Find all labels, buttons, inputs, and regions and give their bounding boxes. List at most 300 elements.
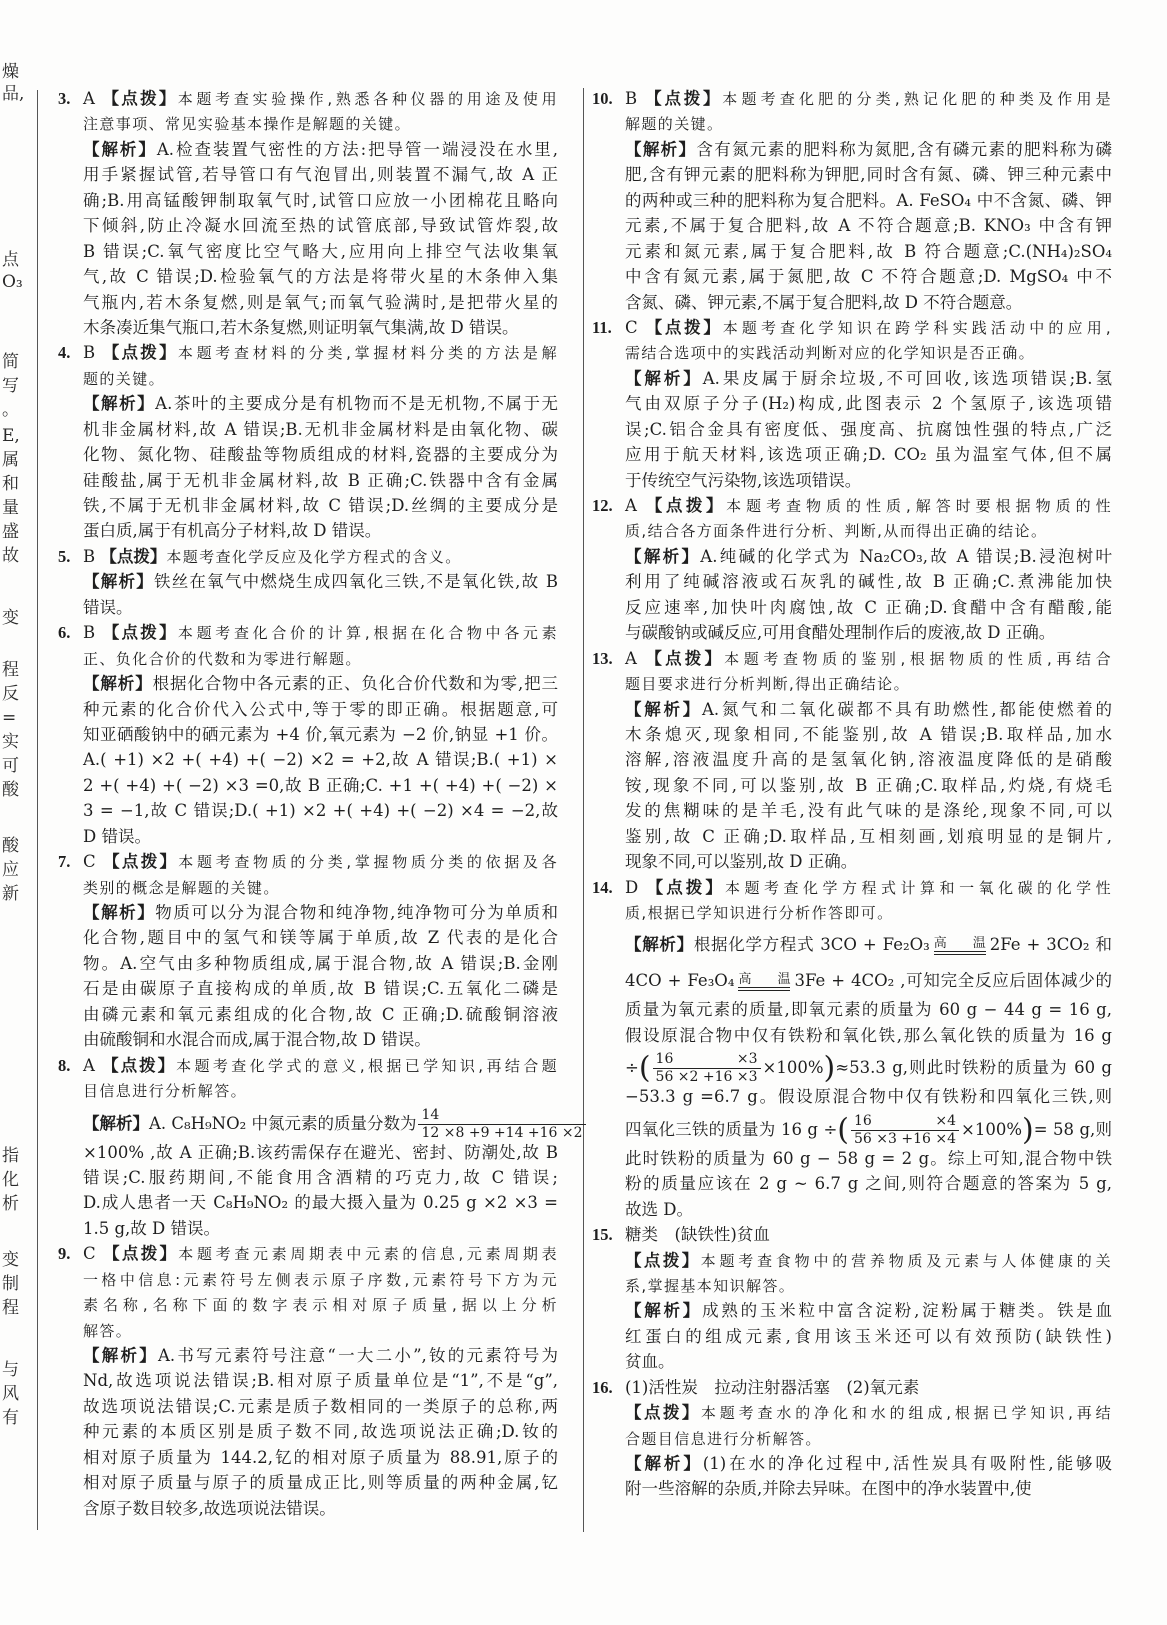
question-number: 6. — [58, 623, 71, 643]
analysis-text: 溶解,溶液温度升高的是氢氧化钠,溶液温度降低的是硝酸 — [625, 750, 1112, 770]
hint-text: 素名称,名称下面的数字表示相对原子质量,据以上分析 — [83, 1296, 558, 1315]
analysis-text: 中含有氮元素,属于氮肥,故 C 不符合题意;D. MgSO₄ 中不 — [625, 267, 1112, 287]
analysis-line — [58, 976, 558, 1001]
analysis-text: 铁,不属于无机非金属材料,故 C 错误;D.丝绸的主要成分是 — [83, 496, 558, 515]
analysis-text: 下倾斜,防止冷凝水回流至热的试管底部,导致试管炸裂,故 — [83, 216, 558, 236]
fraction-line — [592, 1110, 1112, 1146]
hint-label: 【点拨】 — [102, 623, 178, 643]
analysis-text: 石是由碳原子直接构成的单质,故 B 错误;C.五氧化二磷是 — [83, 979, 558, 999]
analysis-text: D.成人患者一天 C₈H₉NO₂ 的最大摄入量为 0.25 g ×2 ×3 = — [83, 1193, 558, 1213]
analysis-text: 1.5 g,故 D 错误。 — [83, 1218, 221, 1238]
analysis-text: A.( +1) ×2 +( +4) +( −2) ×2 = +2,故 A 错误;B.( +1) × — [83, 750, 558, 770]
analysis-text: 2 +( +4) +( −2) ×3 =0,故 B 正确;C. +1 +( +4) +( −2) × — [83, 775, 558, 795]
question-header-line — [58, 544, 558, 569]
analysis-text: 假设原混合物中仅有铁粉和氧化铁,那么氧化铁的质量为 16 g — [625, 1025, 1112, 1045]
question-header-line — [58, 1053, 558, 1078]
analysis-text: 利用了纯碱溶液或石灰乳的碱性,故 B 正确;C.煮沸能加快 — [625, 572, 1112, 592]
analysis-line — [592, 239, 1112, 264]
question-number: 13. — [592, 648, 613, 668]
analysis-text: 错误;C.服药期间,不能食用含酒精的巧克力,故 C 错误; — [83, 1167, 558, 1187]
analysis-line — [592, 849, 1112, 874]
analysis-text: A.检查装置气密性的方法:把导管一端浸没在水里, — [156, 139, 559, 159]
analysis-text: 成熟的玉米粒中富含淀粉,淀粉属于糖类。铁是血 — [702, 1301, 1113, 1321]
hint-line — [592, 1273, 1112, 1298]
analysis-label: 【解析】 — [625, 935, 694, 955]
fraction — [653, 1051, 761, 1086]
analysis-line — [592, 1171, 1112, 1196]
hint-text: 题目要求进行分析判断,得出正确结论。 — [625, 675, 910, 694]
analysis-line — [58, 1027, 558, 1052]
hint-label: 【点拨】 — [645, 317, 723, 337]
analysis-label: 【解析】 — [625, 1301, 703, 1321]
analysis-text: 确;B.用高锰酸钾制取氧气时,试管口应放一小团棉花且略向 — [83, 190, 558, 210]
analysis-line — [58, 468, 558, 493]
analysis-text: 种元素的化合价代入公式中,等于零的即正确。根据题意,可 — [83, 699, 558, 719]
analysis-line — [58, 518, 558, 543]
analysis-line — [58, 1104, 583, 1141]
analysis-line — [592, 162, 1112, 187]
fraction-numerator: 16 ×3 — [653, 1051, 761, 1069]
hint-text: 正、负化合价的代数和为零进行解题。 — [83, 649, 362, 668]
hint-text: 本题考查水的净化和水的组成,根据已学知识,再结 — [700, 1404, 1112, 1423]
analysis-label: 【解析】 — [83, 572, 154, 592]
hint-label: 【点拨】 — [645, 89, 723, 108]
cut-off-text-fragment: 程 — [2, 660, 19, 680]
analysis-line — [592, 747, 1112, 772]
analysis-line — [58, 824, 558, 849]
question-number: 5. — [58, 546, 71, 566]
analysis-text: A.果皮属于厨余垃圾,不可回收,该选项错误;B.氢 — [702, 368, 1112, 388]
question-q3 — [58, 86, 558, 340]
answer-letter: D — [625, 877, 639, 897]
analysis-line — [592, 1298, 1112, 1323]
hint-text: 目信息进行分析解答。 — [83, 1082, 248, 1101]
question-number: 4. — [58, 343, 71, 363]
cut-off-text-fragment: 制 — [2, 1274, 19, 1294]
question-header-line — [592, 875, 1112, 900]
answer-letter: A — [625, 648, 637, 668]
hint-line — [592, 900, 1112, 925]
answer-letter: A — [83, 1055, 95, 1075]
question-q13 — [592, 646, 1112, 875]
fraction-denominator: 56 ×3 +16 ×4 — [854, 1130, 956, 1147]
analysis-line — [58, 493, 558, 518]
hint-label: 【点拨】 — [102, 343, 178, 363]
column-divider — [583, 88, 584, 1532]
question-header-line — [58, 340, 558, 365]
analysis-text: 知亚硒酸钠中的硒元素为 +4 价,氧元素为 −2 价,钠显 +1 价。 — [83, 724, 558, 744]
analysis-text: A.纯碱的化学式为 Na₂CO₃,故 A 错误;B.浸泡树叶 — [700, 546, 1113, 566]
analysis-text: 故选项说法错误;C.元素是质子数相同的一类原子的总称,两 — [83, 1396, 558, 1416]
hint-line — [592, 340, 1112, 365]
question-q8 — [58, 1053, 583, 1242]
cut-off-text-fragment: 写 — [2, 376, 19, 396]
hint-line — [58, 1318, 558, 1343]
hint-text: 解题的关键。 — [625, 115, 724, 134]
analysis-text: 种元素的本质区别是质子数不同,故选项说法正确;D.钕的 — [83, 1422, 558, 1442]
fraction-numerator: 16 ×4 — [851, 1113, 959, 1131]
cut-off-text-fragment: 量 — [2, 498, 19, 518]
analysis-line — [592, 997, 1112, 1022]
equation-line — [592, 925, 1112, 961]
question-number: 15. — [592, 1225, 613, 1245]
equation-text: 2Fe + 3CO₂ 和 — [989, 935, 1112, 955]
analysis-line — [58, 213, 558, 238]
left-paren: ( — [638, 1050, 651, 1086]
hint-label: 【点拨】 — [100, 546, 167, 566]
analysis-text: 质量为氧元素的质量,即氧元素的质量为 60 g − 44 g = 16 g, — [625, 1000, 1112, 1020]
question-q14 — [592, 875, 1112, 1223]
analysis-text: 元素,不属于复合肥料,故 A 不符合题意;B. KNO₃ 中含有钾 — [625, 216, 1112, 236]
analysis-text: 相对原子质量为 144.2,钇的相对原子质量为 88.91,原子的 — [83, 1447, 558, 1467]
answer-letter: B — [83, 546, 96, 566]
analysis-text: 鉴别,故 C 正确;D.取样品,互相刻画,划痕明显的是铜片, — [625, 826, 1112, 846]
fraction-line — [592, 1048, 1112, 1084]
question-number: 16. — [592, 1377, 613, 1397]
hint-text: 一格中信息:元素符号左侧表示原子序数,元素符号下方为元 — [83, 1270, 558, 1289]
reaction-condition — [738, 973, 790, 991]
analysis-line — [592, 1023, 1112, 1048]
analysis-line — [58, 442, 558, 467]
hint-line — [58, 875, 558, 900]
analysis-line — [592, 188, 1112, 213]
hint-text: 本题考查物质的性质,解答时要根据物质的性 — [726, 497, 1112, 515]
analysis-line — [58, 722, 558, 747]
equation-text: 3Fe + 4CO₂ ,可知完全反应后固体减少的 — [794, 971, 1112, 991]
question-header-line — [592, 1375, 1112, 1400]
hint-line — [592, 1426, 1112, 1451]
analysis-text: 发的焦糊味的是羊毛,没有此气味的是涤纶,现象不同,可以 — [625, 801, 1112, 821]
analysis-line — [592, 544, 1112, 569]
analysis-text: A. C₈H₉NO₂ 中氮元素的质量分数为 — [149, 1113, 417, 1133]
question-number: 14. — [592, 877, 613, 897]
analysis-text: 铁丝在氧气中燃烧生成四氧化三铁,不是氧化铁,故 B — [153, 572, 558, 592]
analysis-text: 附一些溶解的杂质,并除去异味。在图中的净水装置中,使 — [625, 1479, 1032, 1499]
analysis-text: 化合物,题目中的氢气和镁等属于单质,故 Z 代表的是化合 — [83, 928, 558, 948]
analysis-text: 与碳酸钠或碱反应,可用食醋处理制作后的废液,故 D 正确。 — [625, 623, 1056, 643]
cut-off-text-fragment: 指 — [2, 1146, 19, 1166]
question-q7 — [58, 849, 558, 1053]
analysis-line — [592, 620, 1112, 645]
analysis-text: 肥,含有钾元素的肥料称为钾肥,同时含有氮、磷、钾三种元素中 — [625, 165, 1112, 185]
fraction-denominator: 56 ×2 +16 ×3 — [655, 1069, 758, 1086]
cut-off-text-fragment: 新 — [2, 884, 19, 904]
right-paren: ) — [1022, 1112, 1034, 1148]
hint-text: 类别的概念是解题的关键。 — [83, 878, 280, 897]
hint-text: 需结合选项中的实践活动判断对应的化学知识是否正确。 — [625, 344, 1036, 363]
question-header-line — [592, 646, 1112, 671]
cut-off-text-fragment: 反 — [2, 684, 19, 704]
analysis-text: = 58 g,则 — [1033, 1119, 1112, 1139]
left-paren: ( — [837, 1112, 849, 1148]
answer-letter: C — [625, 317, 638, 337]
question-q5 — [58, 544, 558, 620]
analysis-line — [58, 391, 558, 416]
analysis-text: 木条凑近集气瓶口,若木条复燃,则证明氧气集满,故 D 错误。 — [83, 317, 519, 337]
analysis-text: 硅酸盐,属于无机非金属材料,故 B 正确;C.铁器中含有金属 — [83, 470, 558, 490]
analysis-line — [592, 213, 1112, 238]
hint-text: 本题考查物质的鉴别,根据物质的性质,再结合 — [724, 649, 1112, 668]
question-q16 — [592, 1375, 1112, 1502]
hint-line — [58, 366, 558, 391]
analysis-text: 化物、氮化物、硅酸盐等物质组成的材料,瓷器的主要成分为 — [83, 445, 558, 465]
analysis-line — [592, 1451, 1112, 1476]
analysis-text: (1)在水的净化过程中,活性炭具有吸附性,能够吸 — [702, 1454, 1112, 1473]
cut-off-text-fragment: O₃ — [2, 272, 23, 292]
hint-label: 【点拨】 — [625, 1250, 701, 1270]
hint-label: 【点拨】 — [102, 89, 178, 108]
analysis-line — [592, 468, 1112, 493]
analysis-text: 贫血。 — [625, 1352, 675, 1372]
hint-text: 注意事项、常见实验基本操作是解题的关键。 — [83, 115, 412, 134]
analysis-text: Nd,故选项说法错误;B.相对原子质量单位是“1”,不是“g”, — [83, 1371, 558, 1391]
analysis-text: 含原子数目较多,故选项说法错误。 — [83, 1498, 336, 1518]
hint-text: 本题考查材料的分类,掌握材料分类的方法是解 — [177, 344, 559, 363]
cut-off-text-fragment: 。 — [2, 400, 19, 420]
percent: ×100% — [961, 1119, 1022, 1139]
question-header-line — [592, 86, 1112, 111]
analysis-text: 误;C.铝合金具有密度低、强度高、抗腐蚀性强的特点,广泛 — [625, 419, 1112, 439]
analysis-line — [58, 951, 558, 976]
analysis-label: 【解析】 — [625, 368, 703, 388]
analysis-text: A.氮气和二氧化碳都不具有助燃性,都能使燃着的 — [701, 699, 1113, 719]
analysis-text: 于传统空气污染物,该选项错误。 — [625, 470, 862, 490]
analysis-label: 【解析】 — [83, 1113, 149, 1133]
hint-text: 质,结合各方面条件进行分析、判断,从而得出正确的结论。 — [625, 522, 1048, 541]
hint-text: 本题考查食物中的营养物质及元素与人体健康的关 — [700, 1251, 1113, 1270]
fraction-numerator: 14 — [418, 1107, 585, 1125]
analysis-text: 木条熄灭,现象相同,不能鉴别,故 A 错误;B.取样品,加水 — [625, 724, 1112, 744]
analysis-text: 气,故 C 错误;D.检验氧气的方法是将带火星的木条伸入集 — [83, 267, 558, 287]
analysis-line — [58, 162, 558, 187]
question-number: 11. — [592, 317, 612, 337]
analysis-text: −53.3 g =6.7 g。假设原混合物中仅有铁粉和四氧化三铁,则 — [625, 1087, 1112, 1107]
analysis-label: 【解析】 — [625, 546, 701, 566]
hint-line — [592, 1400, 1112, 1425]
cut-off-text-fragment: 程 — [2, 1298, 19, 1318]
hint-line — [58, 1292, 558, 1317]
cut-off-text-fragment: = — [2, 708, 17, 728]
analysis-line — [592, 442, 1112, 467]
analysis-text: 相对原子质量与原子的质量成正比,则等质量的两种金属,钇 — [83, 1473, 558, 1493]
left-margin-rule — [37, 90, 38, 1530]
hint-line — [58, 1267, 558, 1292]
hint-line — [58, 1078, 558, 1103]
hint-label: 【点拨】 — [645, 496, 727, 515]
analysis-text: A.书写元素符号注意“一大二小”,钕的元素符号为 — [158, 1346, 558, 1365]
answer-text: (1)活性炭 拉动注射器活塞 (2)氧元素 — [625, 1377, 920, 1397]
cut-off-text-fragment: 实 — [2, 732, 19, 752]
question-q10 — [592, 86, 1112, 315]
right-paren: ) — [823, 1050, 836, 1086]
question-number: 3. — [58, 89, 71, 108]
equation-text: 根据化学方程式 3CO + Fe₂O₃ — [693, 935, 930, 955]
analysis-line — [58, 747, 558, 772]
analysis-line — [592, 798, 1112, 823]
analysis-line — [58, 239, 558, 264]
hint-text: 本题考查化合价的计算,根据在化合物中各元素 — [177, 624, 559, 643]
cut-off-text-fragment: 可 — [2, 756, 19, 776]
analysis-text: 由硫酸铜和水混合而成,属于混合物,故 D 错误。 — [83, 1030, 431, 1050]
cut-off-text-fragment: 品, — [2, 84, 25, 104]
equation-line — [592, 961, 1112, 997]
operator: ÷ — [625, 1058, 639, 1078]
analysis-text: 气瓶内,若木条复燃,则是氧气;而氧气验满时,是把带火星的 — [83, 292, 558, 312]
analysis-label: 【解析】 — [625, 1454, 703, 1473]
analysis-line — [592, 264, 1112, 289]
right-column — [592, 86, 1112, 1502]
hint-line — [592, 111, 1112, 136]
question-header-line — [592, 1222, 1112, 1247]
analysis-label: 【解析】 — [83, 394, 156, 414]
analysis-text: 此时铁粉的质量为 60 g − 58 g = 2 g。综上可知,混合物中铁 — [625, 1148, 1112, 1168]
cut-off-text-fragment: 化 — [2, 1170, 19, 1190]
analysis-line — [58, 315, 558, 340]
analysis-line — [58, 1470, 558, 1495]
hint-line — [58, 646, 558, 671]
analysis-text: 粉的质量应该在 2 g ~ 6.7 g 之间,则符合题意的答案为 5 g, — [625, 1174, 1112, 1194]
analysis-line — [592, 1146, 1112, 1171]
cut-off-text-fragment: 与 — [2, 1360, 19, 1380]
analysis-text: 物。A.空气由多种物质组成,属于混合物,故 A 错误;B.金刚 — [83, 953, 558, 973]
fraction — [851, 1113, 959, 1148]
fraction — [418, 1107, 585, 1142]
question-header-line — [58, 86, 558, 111]
analysis-text: 蛋白质,属于有机高分子材料,故 D 错误。 — [83, 521, 382, 541]
hint-text: 本题考查物质的分类,掌握物质分类的依据及各 — [178, 853, 559, 872]
hint-text: 本题考查元素周期表中元素的信息,元素周期表 — [178, 1245, 559, 1264]
condition-label: 高温 — [933, 935, 986, 951]
hint-text: 本题考查化学方程式计算和一氧化碳的化学性 — [725, 878, 1112, 897]
analysis-text: 的两种或三种的肥料称为复合肥料。A. FeSO₄ 中不含氮、磷、钾 — [625, 190, 1112, 210]
analysis-text: 四氧化三铁的质量为 16 g ÷ — [625, 1119, 838, 1139]
analysis-text: ≈53.3 g,则此时铁粉的质量为 60 g — [835, 1058, 1112, 1078]
hint-text: 解答。 — [83, 1321, 133, 1340]
analysis-text: 元素和氮元素,属于复合肥料,故 B 符合题意;C.(NH₄)₂SO₄ — [625, 241, 1112, 261]
analysis-line — [58, 264, 558, 289]
answer-letter: C — [83, 1244, 96, 1264]
analysis-label: 【解析】 — [625, 699, 702, 719]
analysis-line — [592, 1197, 1112, 1222]
question-header-line — [58, 1241, 558, 1266]
hint-text: 题的关键。 — [83, 369, 166, 388]
hint-label: 【点拨】 — [625, 1403, 701, 1423]
analysis-line — [592, 569, 1112, 594]
analysis-text: B 错误;C.氧气密度比空气略大,应用向上排空气法收集氧 — [83, 241, 558, 261]
answer-letter: C — [83, 852, 96, 872]
analysis-line — [592, 290, 1112, 315]
analysis-line — [58, 798, 558, 823]
analysis-text: 含氮、磷、钾元素,不属于复合肥料,故 D 不符合题意。 — [625, 292, 1023, 312]
question-q15 — [592, 1222, 1112, 1375]
cut-off-text-fragment: 点 — [2, 250, 19, 270]
question-header-line — [58, 620, 558, 645]
analysis-line — [58, 773, 558, 798]
cut-off-text-fragment: 应 — [2, 860, 19, 880]
analysis-line — [58, 595, 558, 620]
analysis-text: 应用于航天材料,该选项正确;D. CO₂ 虽为温室气体,但不属 — [625, 445, 1112, 465]
analysis-line — [58, 1394, 558, 1419]
analysis-line — [58, 671, 558, 696]
cut-off-text-fragment: 酸 — [2, 836, 19, 856]
cut-off-text-fragment: 属 — [2, 450, 19, 470]
analysis-line — [58, 1368, 558, 1393]
analysis-text: 3 = −1,故 C 错误;D.( +1) ×2 +( +4) +( −2) ×4 = −2,故 — [83, 801, 558, 821]
question-header-line — [592, 315, 1112, 340]
question-q11 — [592, 315, 1112, 493]
cut-off-text-fragment: 故 — [2, 546, 19, 566]
equals-sign — [738, 987, 790, 991]
analysis-line — [592, 366, 1112, 391]
hint-label: 【点拨】 — [645, 648, 725, 668]
condition-label: 高温 — [738, 971, 791, 987]
hint-text: 本题考查化肥的分类,熟记化肥的种类及作用是 — [722, 90, 1113, 108]
left-column — [58, 86, 583, 1521]
analysis-text: 现象不同,可以鉴别,故 D 正确。 — [625, 852, 858, 872]
answer-letter: A — [83, 89, 95, 108]
analysis-line — [592, 722, 1112, 747]
analysis-label: 【解析】 — [83, 139, 157, 159]
answer-letter: B — [625, 89, 638, 108]
analysis-text: 气由双原子分子(H₂)构成,此图表示 2 个氢原子,该选项错 — [625, 394, 1112, 414]
question-header-line — [58, 849, 558, 874]
analysis-text: D 错误。 — [83, 826, 151, 846]
cut-off-text-fragment: 变 — [2, 608, 19, 628]
analysis-line — [58, 1140, 558, 1165]
hint-text: 本题考查化学知识在跨学科实践活动中的应用, — [722, 318, 1113, 337]
analysis-line — [58, 1445, 558, 1470]
analysis-text: 由磷元素和氧元素组成的化合物,故 C 正确;D.硫酸铜溶液 — [83, 1004, 558, 1024]
analysis-line — [58, 1190, 558, 1215]
analysis-line — [592, 824, 1112, 849]
analysis-line — [58, 1165, 558, 1190]
analysis-text: 错误。 — [83, 597, 133, 617]
cut-off-text-fragment: 风 — [2, 1384, 19, 1404]
question-number: 12. — [592, 496, 613, 515]
analysis-line — [592, 773, 1112, 798]
cut-off-text-fragment: 有 — [2, 1408, 19, 1428]
analysis-line — [58, 417, 558, 442]
question-number: 7. — [58, 852, 71, 872]
question-q9 — [58, 1241, 558, 1521]
analysis-label: 【解析】 — [625, 139, 697, 159]
hint-line — [592, 671, 1112, 696]
analysis-text: 反应速率,加快叶肉腐蚀,故 C 正确;D.食醋中含有醋酸,能 — [625, 597, 1112, 617]
fraction-denominator: 12 ×8 +9 +14 +16 ×2 — [421, 1124, 583, 1141]
reaction-condition — [934, 937, 986, 955]
analysis-label: 【解析】 — [83, 1346, 158, 1365]
analysis-text: 根据化合物中各元素的正、负化合价代数和为零,把三 — [152, 674, 558, 694]
question-q4 — [58, 340, 558, 544]
answer-letter: A — [625, 496, 637, 515]
equals-sign — [934, 951, 986, 955]
equation-text: 4CO + Fe₃O₄ — [625, 971, 735, 991]
analysis-line — [58, 137, 558, 162]
answer-letter: B — [83, 623, 96, 643]
hint-line — [58, 111, 558, 136]
cut-off-text-fragment: 析 — [2, 1194, 19, 1214]
hint-text: 本题考查实验操作,熟悉各种仪器的用途及使用 — [177, 90, 559, 108]
answer-letter: B — [83, 343, 96, 363]
hint-text: 合题目信息进行分析解答。 — [625, 1429, 822, 1448]
analysis-label: 【解析】 — [83, 674, 153, 694]
analysis-line — [592, 697, 1112, 722]
hint-line — [592, 1248, 1112, 1273]
analysis-text: 铵,现象不同,可以鉴别,故 B 正确;C.取样品,灼烧,有烧毛 — [625, 775, 1112, 795]
cut-off-text-fragment: 酸 — [2, 780, 19, 800]
analysis-text: 故选 D。 — [625, 1199, 693, 1219]
analysis-text: 物质可以分为混合物和纯净物,纯净物可分为单质和 — [155, 903, 559, 922]
